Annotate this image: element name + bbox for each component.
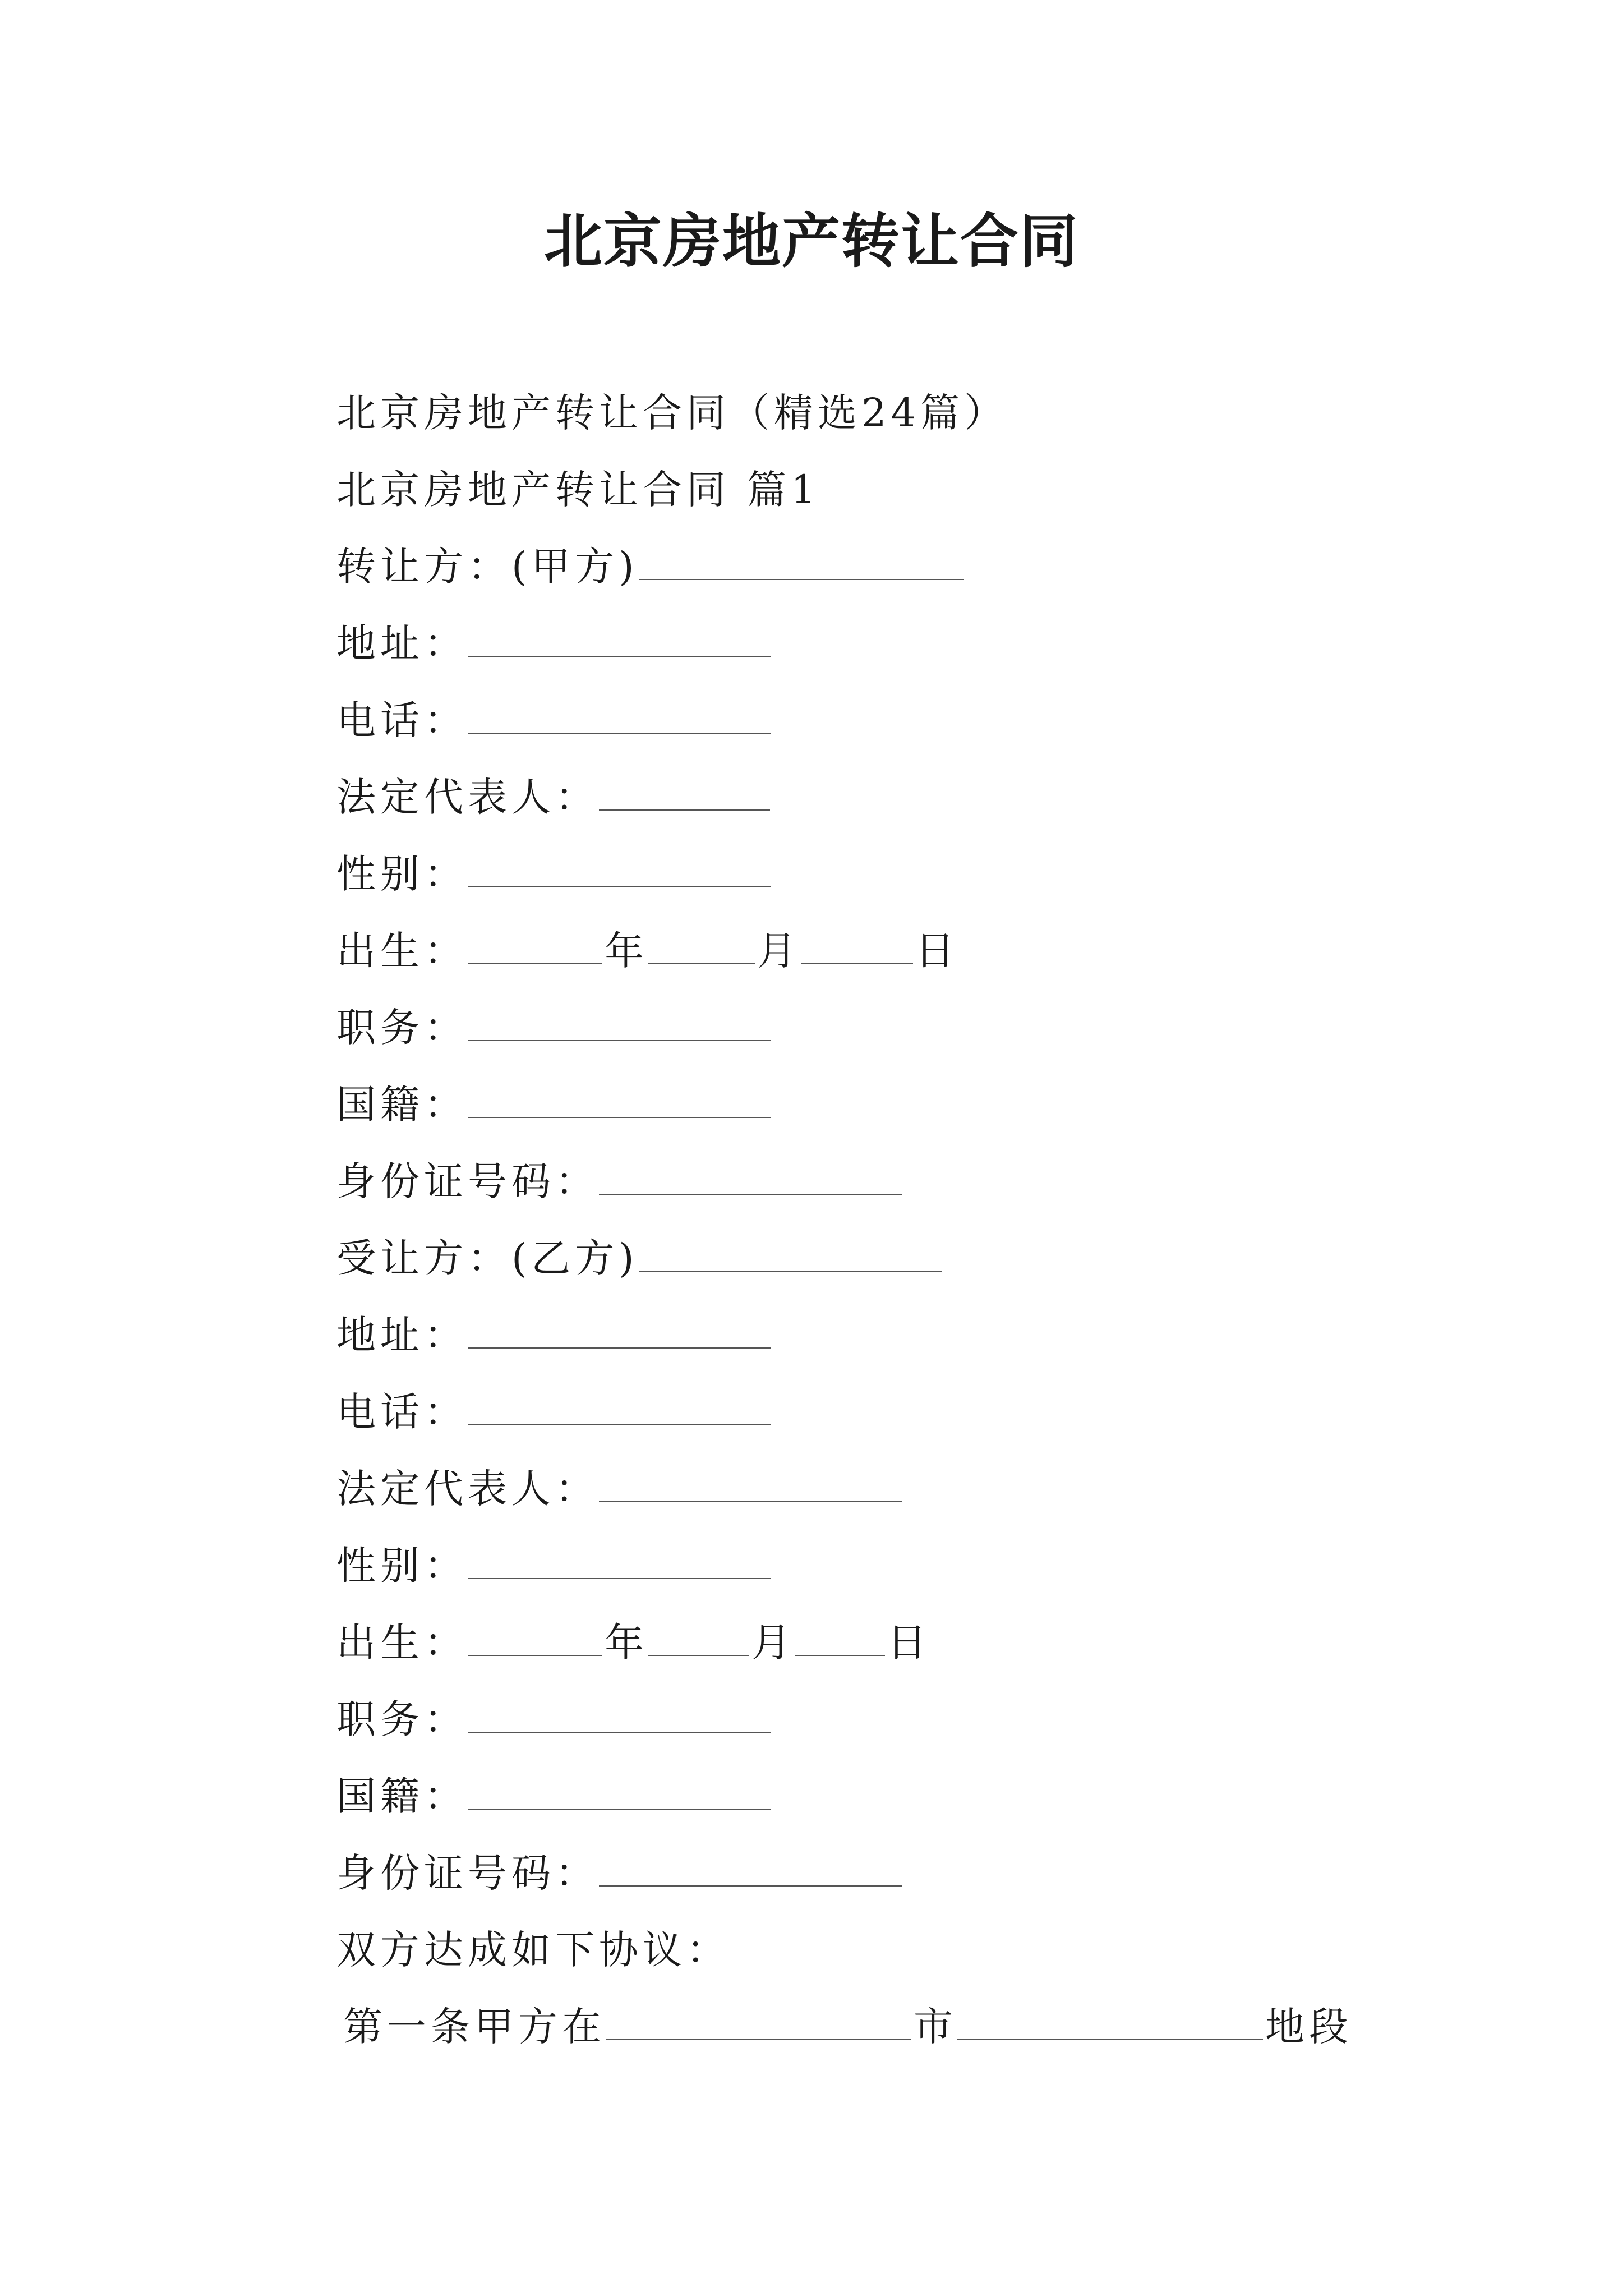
- party-b-address: [336, 1297, 1458, 1374]
- party-a-day-unit: 日: [915, 928, 959, 974]
- party-a-phone: [336, 682, 1458, 759]
- party-a-id: [336, 1143, 1458, 1220]
- party-a-label: 转让方：(甲方): [336, 544, 639, 590]
- party-b-address-blank[interactable]: [468, 1297, 771, 1349]
- party-a-birth-day-blank[interactable]: [801, 913, 913, 964]
- party-b-rep-label: 法定代表人：: [336, 1466, 599, 1512]
- party-b-rep: [336, 1451, 1458, 1527]
- party-a-rep-label: 法定代表人：: [336, 774, 599, 820]
- party-b-birth-month-blank[interactable]: [648, 1604, 749, 1656]
- party-b-position-blank[interactable]: [468, 1681, 771, 1733]
- party-b-label: 受让方：(乙方): [336, 1235, 639, 1281]
- party-a-gender-label: 性别：: [336, 851, 468, 897]
- party-b-phone: [336, 1374, 1458, 1451]
- party-a-name-blank[interactable]: [639, 528, 964, 580]
- party-b-nationality: [336, 1758, 1458, 1835]
- subtitle-text: 北京房地产转让合同（精选24篇）: [336, 390, 1008, 436]
- party-b-year-unit: 年: [605, 1619, 648, 1665]
- party-a-position-blank[interactable]: [468, 990, 771, 1041]
- party-a-birth: [336, 913, 1458, 990]
- article-1-prefix: 第一条甲方在: [343, 2004, 606, 2050]
- party-a-year-unit: 年: [605, 928, 648, 974]
- party-b-address-label: 地址：: [336, 1312, 468, 1358]
- party-a-address-blank[interactable]: [468, 605, 771, 657]
- party-b-birth: [336, 1604, 1458, 1681]
- party-a-phone-label: 电话：: [336, 697, 468, 743]
- party-a-gender: [336, 836, 1458, 913]
- party-a-phone-blank[interactable]: [468, 682, 771, 734]
- party-b-id-label: 身份证号码：: [336, 1850, 599, 1896]
- party-b-transferee: [336, 1220, 1458, 1297]
- party-a-rep-blank[interactable]: [599, 759, 770, 811]
- party-a-nationality-label: 国籍：: [336, 1082, 468, 1128]
- party-a-address: [336, 605, 1458, 682]
- document-title: 北京房地产转让合同: [543, 206, 1079, 275]
- party-a-gender-blank[interactable]: [468, 836, 771, 887]
- article-1-mid: 市: [914, 2004, 957, 2050]
- party-a-birth-year-blank[interactable]: [468, 913, 602, 964]
- party-b-gender-label: 性别：: [336, 1543, 468, 1589]
- article-1-end: 地段: [1265, 2004, 1353, 2050]
- article-1-district-blank[interactable]: [957, 1989, 1263, 2040]
- party-b-gender-blank[interactable]: [468, 1527, 771, 1579]
- party-a-rep: [336, 759, 1458, 836]
- party-b-month-unit: 月: [751, 1619, 795, 1665]
- party-b-gender: [336, 1527, 1458, 1604]
- agreement-text: 双方达成如下协议：: [336, 1927, 730, 1973]
- party-b-id-blank[interactable]: [599, 1835, 902, 1887]
- party-a-id-label: 身份证号码：: [336, 1158, 599, 1204]
- document-body: [336, 375, 1458, 2065]
- subtitle-line: [336, 375, 1458, 452]
- party-a-position: [336, 990, 1458, 1066]
- party-a-transferor: [336, 528, 1458, 605]
- party-a-id-blank[interactable]: [599, 1143, 902, 1195]
- party-b-position-label: 职务：: [336, 1696, 468, 1742]
- party-b-name-blank[interactable]: [639, 1220, 942, 1272]
- party-a-month-unit: 月: [757, 928, 801, 974]
- party-b-nationality-blank[interactable]: [468, 1758, 771, 1810]
- party-a-position-label: 职务：: [336, 1005, 468, 1051]
- party-a-birth-label: 出生：: [336, 928, 468, 974]
- article-1-city-blank[interactable]: [606, 1989, 911, 2040]
- party-b-rep-blank[interactable]: [599, 1451, 902, 1502]
- party-b-phone-blank[interactable]: [468, 1374, 771, 1425]
- party-b-phone-label: 电话：: [336, 1389, 468, 1435]
- section-heading-text: 北京房地产转让合同 篇1: [336, 467, 820, 513]
- party-b-birth-day-blank[interactable]: [795, 1604, 885, 1656]
- party-b-birth-year-blank[interactable]: [468, 1604, 602, 1656]
- party-a-nationality: [336, 1066, 1458, 1143]
- party-b-position: [336, 1681, 1458, 1758]
- party-b-birth-label: 出生：: [336, 1619, 468, 1665]
- section-heading: [336, 452, 1458, 528]
- party-b-day-unit: 日: [887, 1619, 931, 1665]
- party-a-nationality-blank[interactable]: [468, 1066, 771, 1118]
- agreement-line: [336, 1912, 1458, 1989]
- article-1: [336, 1989, 1458, 2065]
- party-b-nationality-label: 国籍：: [336, 1773, 468, 1819]
- party-a-address-label: 地址：: [336, 620, 468, 666]
- party-a-birth-month-blank[interactable]: [648, 913, 755, 964]
- party-b-id: [336, 1835, 1458, 1912]
